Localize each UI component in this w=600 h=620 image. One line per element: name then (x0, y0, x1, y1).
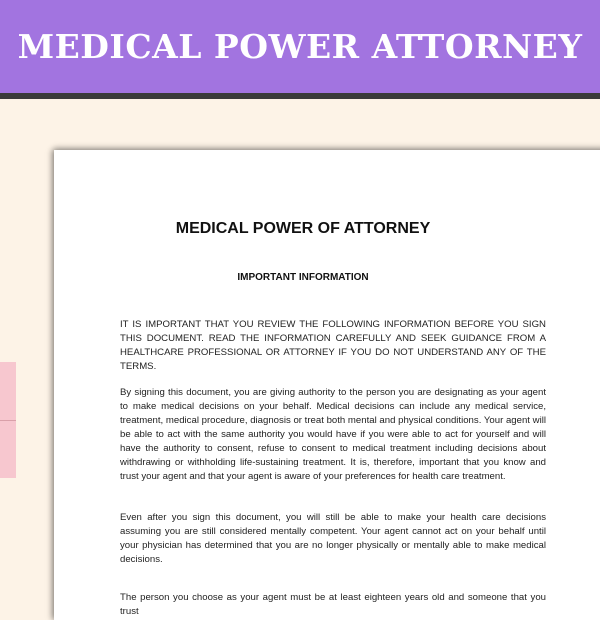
document-title: MEDICAL POWER OF ATTORNEY (175, 220, 431, 237)
paragraph-agent-authority: By signing this document, you are giving authority to the person you are designating as your agent to make medical decisions on your behalf. Medical decisions can include any medical service, treatment, medical procedure, diagnosis or treat both mental and physical conditions. Your agent will be able to act with the same authority you would have if you were able to act for yourself and will have the authority to consent, refuse to consent to medical treatment including decisions about withdrawing or withholding life-sustaining treatment. It is, therefore, important that you know and trust your agent and that your agent is aware of your preferences for health care treatment. (120, 387, 546, 482)
banner-title: MEDICAL POWER ATTORNEY (17, 27, 583, 66)
document-page (54, 150, 600, 620)
paragraph-competency: Even after you sign this document, you will still be able to make your health care decisions assuming you are still considered mentally competent. Your agent cannot act on your behalf until your physician has determined that you are no longer physically or mentally able to make medical decisions. (120, 512, 546, 565)
header-banner (0, 0, 600, 93)
banner-divider (0, 93, 600, 99)
side-tab-lower (0, 421, 16, 478)
document-subtitle: IMPORTANT INFORMATION (237, 272, 369, 283)
paragraph-important-notice: IT IS IMPORTANT THAT YOU REVIEW THE FOLLOWING INFORMATION BEFORE YOU SIGN THIS DOCUMENT. READ THE INFORMATION CAREFULLY AND SEEK GUIDANCE FROM A HEALTHCARE PROFESSIONAL OR ATTORNEY IF YOU DO NOT UNDERSTAND ANY OF THE TERMS. (120, 319, 546, 372)
paragraph-agent-age: The person you choose as your agent must be at least eighteen years old and someone that you trust (120, 592, 546, 617)
side-tab-upper (0, 362, 16, 420)
